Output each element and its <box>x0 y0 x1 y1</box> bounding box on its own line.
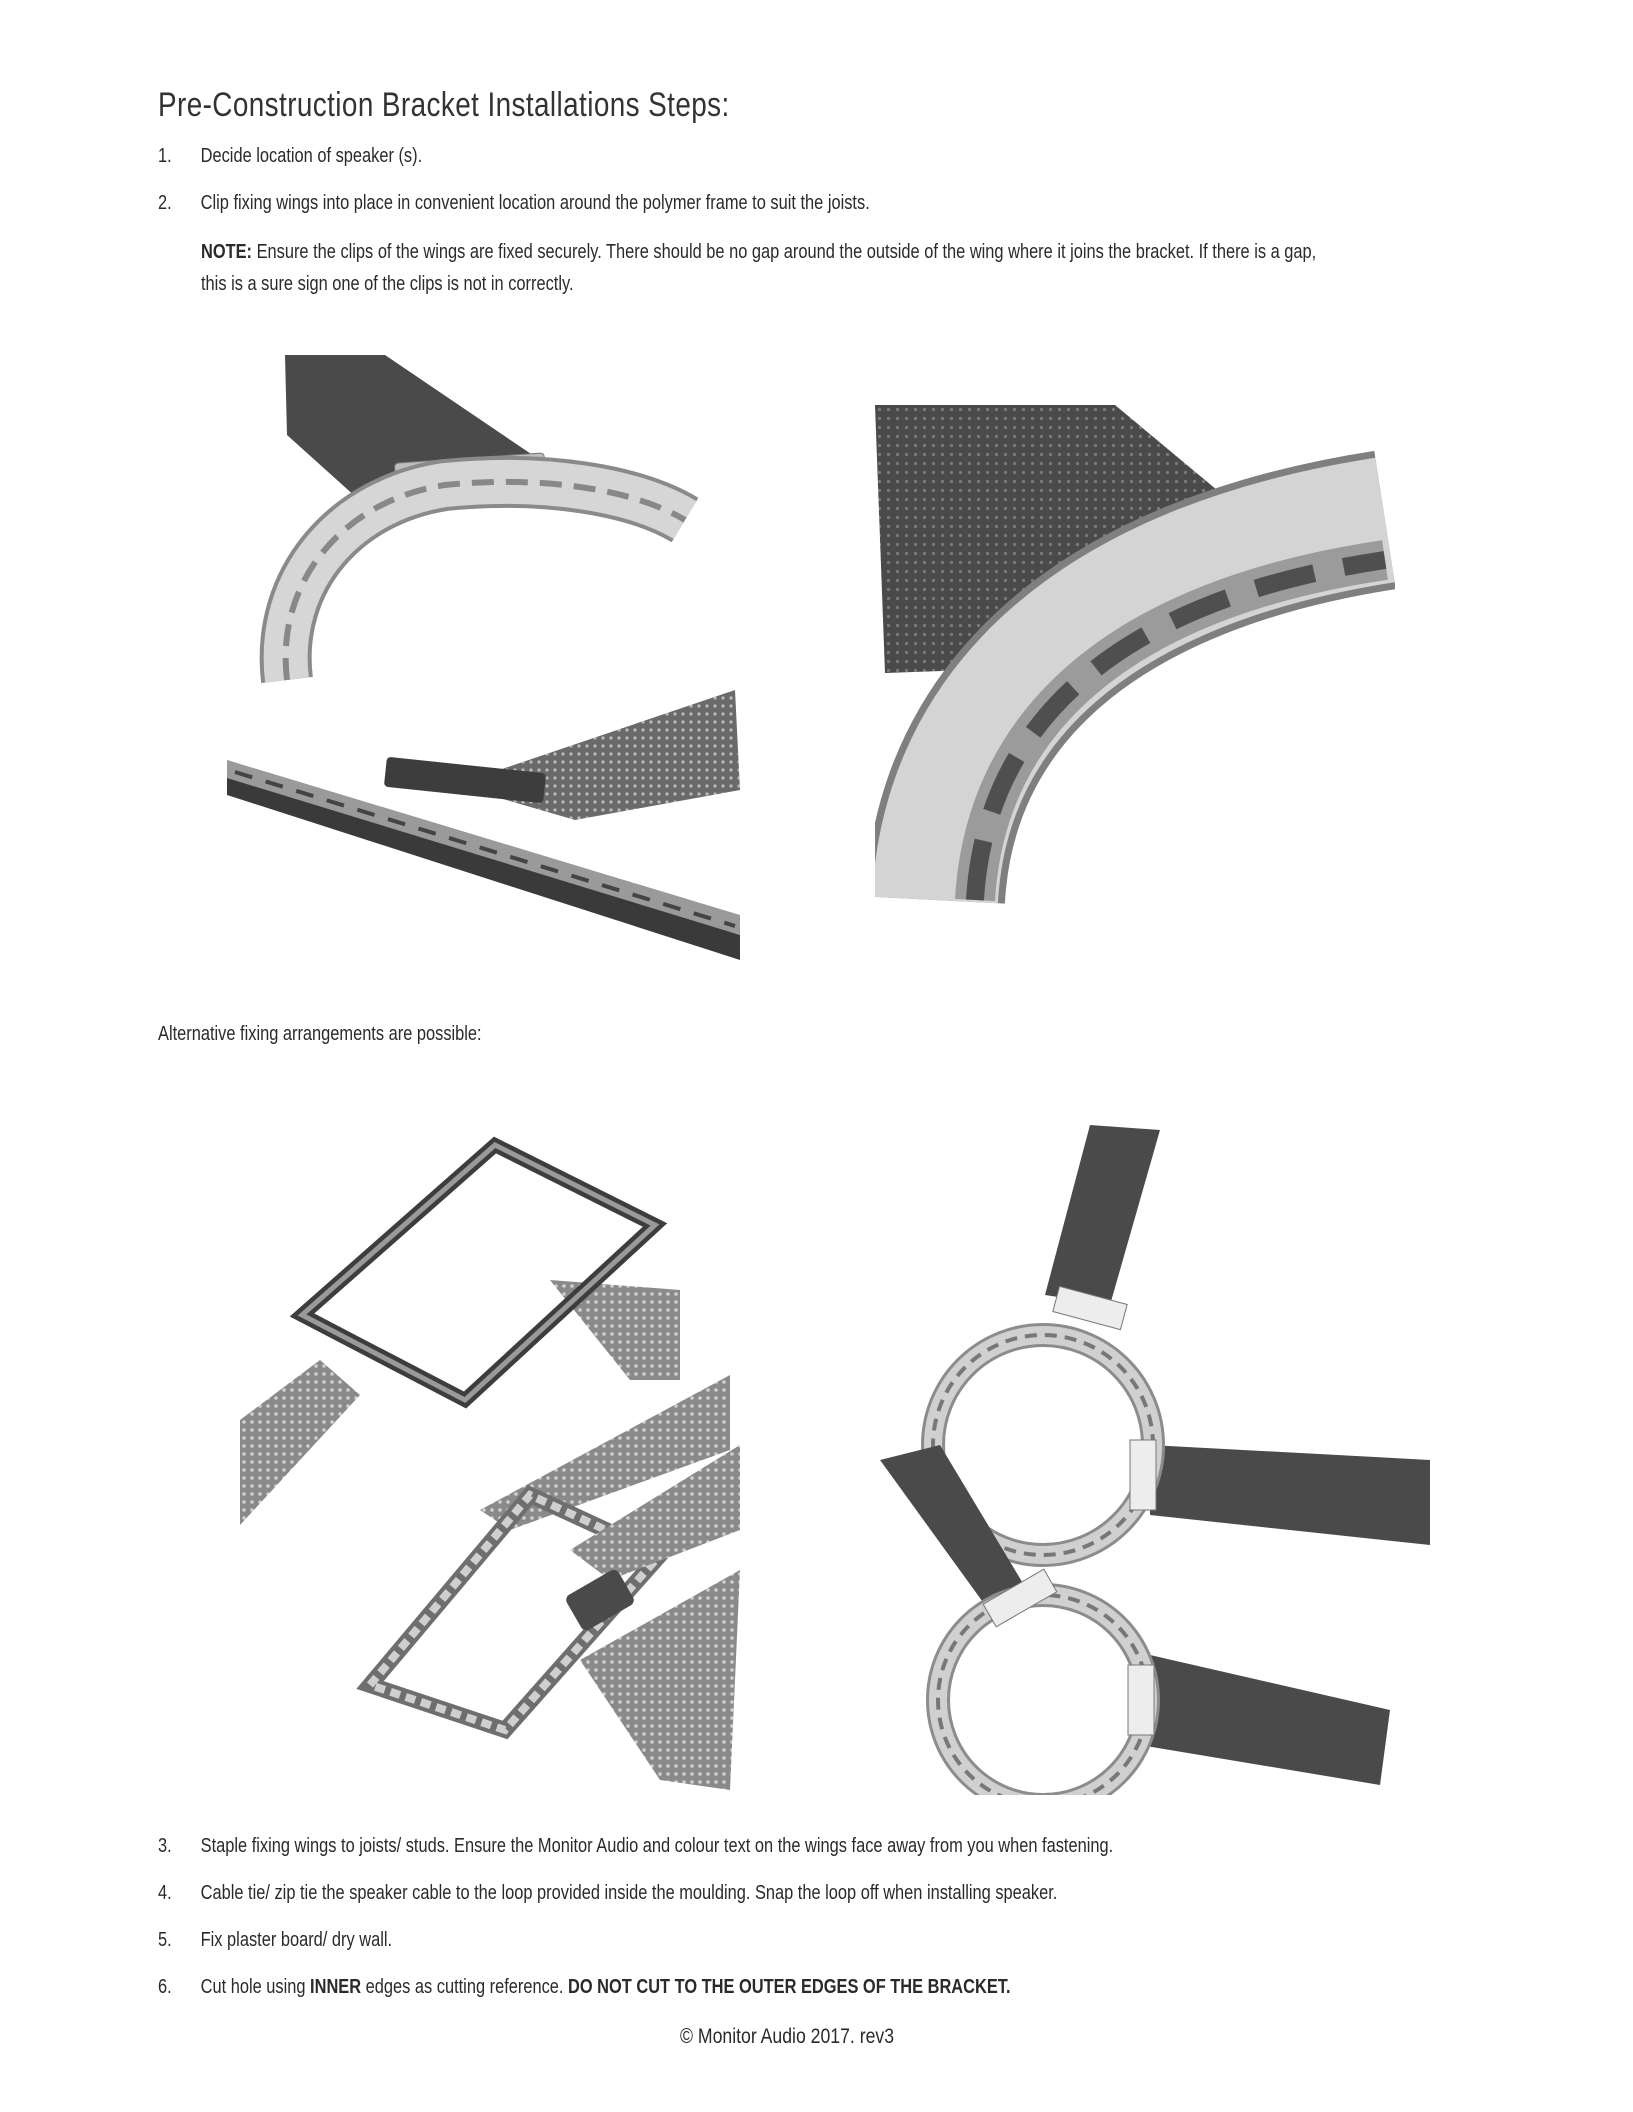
step-number: 3. <box>158 1835 172 1857</box>
figure-clip-closeup <box>875 405 1395 905</box>
step-5 <box>158 1929 392 1952</box>
step-3 <box>158 1835 1113 1858</box>
step-number: 2. <box>158 192 172 214</box>
step-text: Cable tie/ zip tie the speaker cable to the loop provided inside the moulding. Snap the loop off when installing speaker. <box>200 1882 1058 1904</box>
step-4 <box>158 1882 1057 1905</box>
figure-wing-clip-round <box>215 350 755 960</box>
footer-copyright: © Monitor Audio 2017. rev3 <box>680 2025 895 2048</box>
figure-rectangular-frames <box>240 1130 740 1790</box>
note-label: NOTE: <box>201 241 253 263</box>
step-text: edges as cutting reference. <box>361 1976 569 1998</box>
note-paragraph <box>201 236 1341 300</box>
step-text: Staple fixing wings to joists/ studs. Ensure the Monitor Audio and colour text on the wings face away from you when fastening. <box>200 1835 1114 1857</box>
step-number: 5. <box>158 1929 172 1951</box>
step-6 <box>158 1976 1011 1999</box>
step-warning: DO NOT CUT TO THE OUTER EDGES OF THE BRACKET. <box>568 1976 1011 1998</box>
step-text: Clip fixing wings into place in convenient location around the polymer frame to suit the joists. <box>200 192 870 214</box>
step-1 <box>158 145 422 168</box>
step-number: 4. <box>158 1882 172 1904</box>
alternative-text: Alternative fixing arrangements are possible: <box>158 1023 482 1045</box>
page-title: Pre-Construction Bracket Installations Steps: <box>158 86 730 124</box>
step-bold-inner: INNER <box>310 1976 362 1998</box>
note-text: Ensure the clips of the wings are fixed securely. There should be no gap around the outside of the wing where it joins the bracket. If there is a gap, this is a sure sign one of the clips is not in correctly. <box>201 241 1317 295</box>
step-text: Decide location of speaker (s). <box>200 145 423 167</box>
step-number: 6. <box>158 1976 172 1998</box>
step-text: Cut hole using <box>200 1976 311 1998</box>
step-text: Fix plaster board/ dry wall. <box>200 1929 393 1951</box>
step-number: 1. <box>158 145 172 167</box>
figure-round-frames <box>880 1125 1440 1795</box>
step-2 <box>158 192 870 215</box>
